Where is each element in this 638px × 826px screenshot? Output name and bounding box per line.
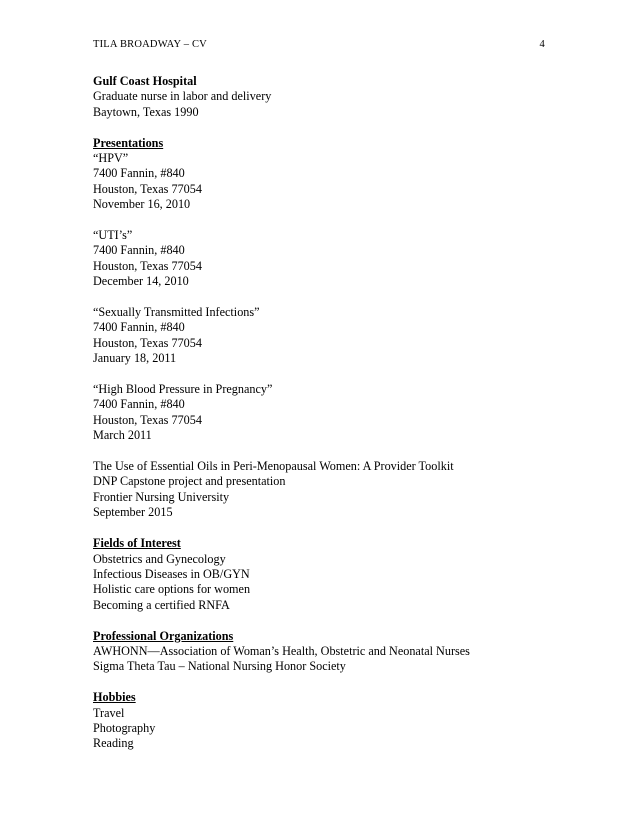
presentations-heading: Presentations xyxy=(93,135,164,150)
interest-item: Obstetrics and Gynecology xyxy=(93,551,226,566)
presentation-address: 7400 Fannin, #840 xyxy=(93,397,185,412)
page-number: 4 xyxy=(539,39,545,50)
cv-content xyxy=(93,74,563,767)
interest-item: Infectious Diseases in OB/GYN xyxy=(93,566,250,581)
organization-item: AWHONN—Association of Woman’s Health, Obstetric and Neonatal Nurses xyxy=(93,643,470,658)
presentation-date: September 2015 xyxy=(93,505,173,520)
presentation-entry xyxy=(93,382,563,444)
professional-organizations-section xyxy=(93,629,563,675)
presentation-entry xyxy=(93,151,563,213)
presentation-title: The Use of Essential Oils in Peri-Menopausal Women: A Provider Toolkit xyxy=(93,459,454,474)
presentation-title: “UTI’s” xyxy=(93,228,133,243)
presentation-date: November 16, 2010 xyxy=(93,197,191,212)
presentation-entry xyxy=(93,228,563,290)
professional-organizations-heading: Professional Organizations xyxy=(93,628,234,643)
presentation-title: “Sexually Transmitted Infections” xyxy=(93,305,260,320)
employment-section xyxy=(93,74,563,120)
fields-of-interest-section xyxy=(93,536,563,613)
hobbies-section xyxy=(93,690,563,752)
fields-of-interest-heading: Fields of Interest xyxy=(93,536,181,551)
presentation-city: Houston, Texas 77054 xyxy=(93,412,202,427)
hobby-item: Photography xyxy=(93,720,156,735)
presentation-entry xyxy=(93,305,563,367)
running-header xyxy=(93,37,545,53)
presentation-address: 7400 Fannin, #840 xyxy=(93,166,185,181)
presentation-date: January 18, 2011 xyxy=(93,351,177,366)
presentation-city: Houston, Texas 77054 xyxy=(93,258,202,273)
presentation-city: Frontier Nursing University xyxy=(93,489,230,504)
presentation-address: 7400 Fannin, #840 xyxy=(93,243,185,258)
employer-name: Gulf Coast Hospital xyxy=(93,74,197,88)
header-title: TILA BROADWAY – CV xyxy=(93,39,207,50)
presentation-date: March 2011 xyxy=(93,428,152,443)
presentation-address: 7400 Fannin, #840 xyxy=(93,320,185,335)
hobbies-heading: Hobbies xyxy=(93,690,136,705)
organization-item: Sigma Theta Tau – National Nursing Honor Society xyxy=(93,659,346,674)
employment-location: Baytown, Texas 1990 xyxy=(93,104,199,119)
presentation-city: Houston, Texas 77054 xyxy=(93,181,202,196)
presentation-title: “High Blood Pressure in Pregnancy” xyxy=(93,382,273,397)
presentations-section xyxy=(93,136,563,521)
presentation-title: “HPV” xyxy=(93,151,129,166)
presentation-date: December 14, 2010 xyxy=(93,274,189,289)
employment-role: Graduate nurse in labor and delivery xyxy=(93,89,272,104)
hobby-item: Reading xyxy=(93,736,134,751)
presentation-city: Houston, Texas 77054 xyxy=(93,335,202,350)
interest-item: Holistic care options for women xyxy=(93,582,251,597)
interest-item: Becoming a certified RNFA xyxy=(93,597,230,612)
presentation-address: DNP Capstone project and presentation xyxy=(93,474,286,489)
presentation-entry xyxy=(93,459,563,521)
hobby-item: Travel xyxy=(93,705,125,720)
